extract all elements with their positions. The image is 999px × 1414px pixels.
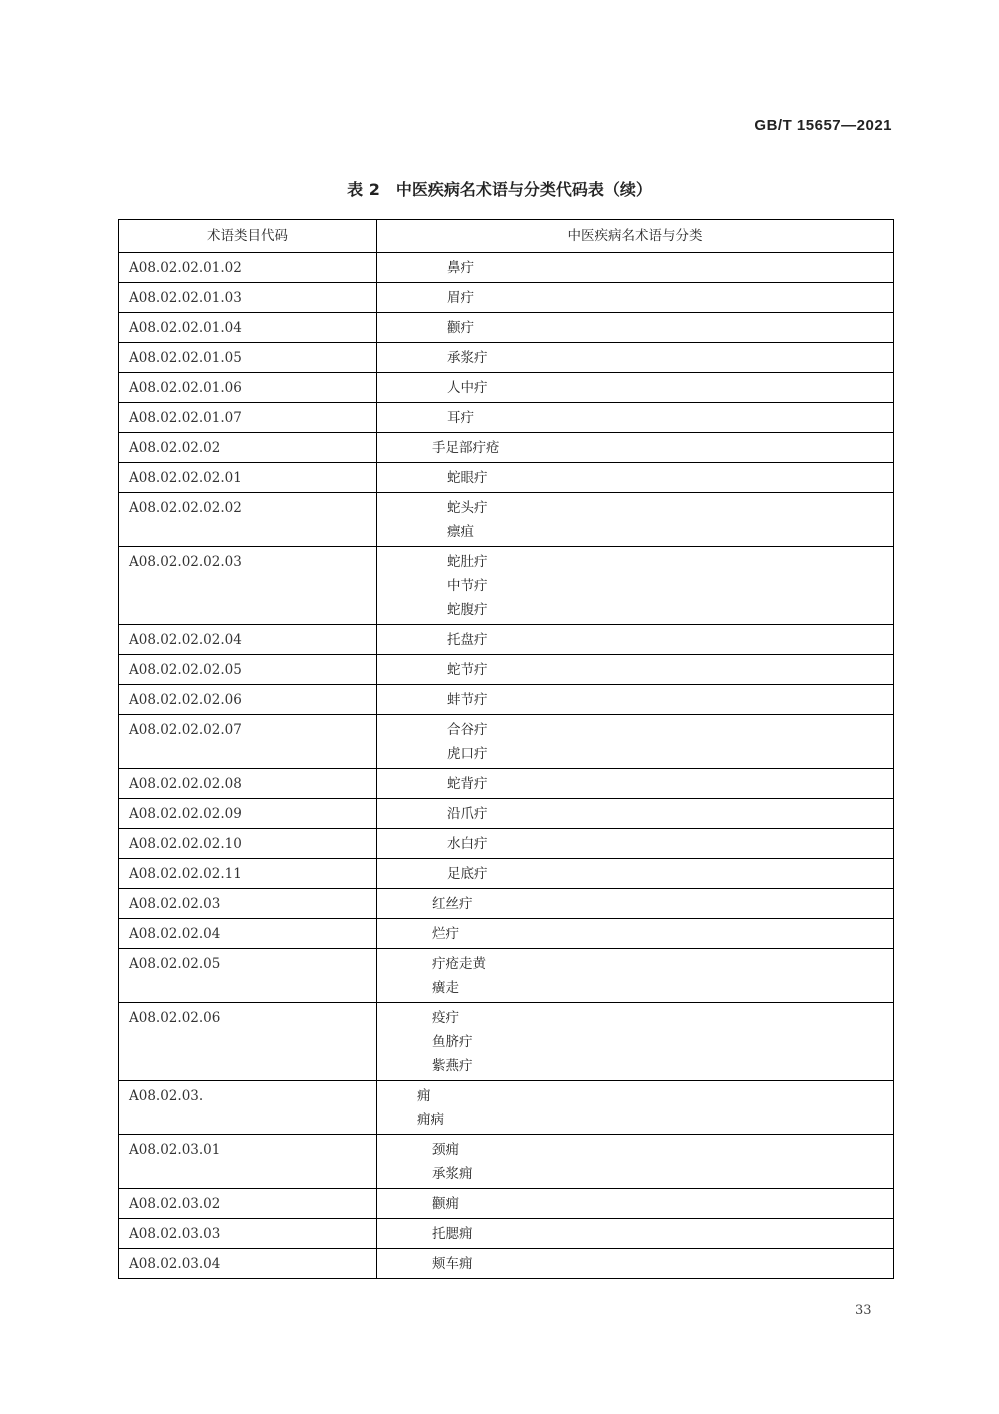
term-name: 颧疔	[447, 320, 474, 336]
term-code-cell: A08.02.02.02.04	[119, 625, 377, 655]
table-row	[119, 1003, 894, 1081]
term-name: 手足部疔疮	[432, 440, 500, 456]
table-row	[119, 1189, 894, 1219]
term-name: 颈痈	[432, 1142, 459, 1158]
term-name: 鱼脐疔	[432, 1034, 473, 1050]
term-name-cell	[377, 463, 894, 493]
term-code-cell: A08.02.02.02.11	[119, 859, 377, 889]
term-name: 眉疔	[447, 290, 474, 306]
term-name: 合谷疔	[447, 722, 488, 738]
term-name-cell	[377, 1189, 894, 1219]
table-row	[119, 949, 894, 1003]
table-row	[119, 463, 894, 493]
term-name: 蛇节疔	[447, 662, 488, 678]
term-name-cell	[377, 1135, 894, 1189]
term-name: 鼻疔	[447, 260, 474, 276]
table-row	[119, 655, 894, 685]
term-code-cell: A08.02.02.02	[119, 433, 377, 463]
term-name-cell	[377, 493, 894, 547]
table-row	[119, 685, 894, 715]
term-name: 蛇背疔	[447, 776, 488, 792]
term-name: 蛇肚疔	[447, 554, 488, 570]
term-code-cell: A08.02.02.01.03	[119, 283, 377, 313]
term-name: 蚌节疔	[447, 692, 488, 708]
term-name: 颊车痈	[432, 1256, 473, 1272]
table-row	[119, 403, 894, 433]
term-code-cell: A08.02.02.05	[119, 949, 377, 1003]
term-name-cell	[377, 1249, 894, 1279]
term-name: 中节疔	[447, 578, 488, 594]
term-code-cell: A08.02.02.02.03	[119, 547, 377, 625]
term-code-cell: A08.02.02.02.05	[119, 655, 377, 685]
term-code-cell: A08.02.02.01.07	[119, 403, 377, 433]
term-name-cell	[377, 343, 894, 373]
term-name: 水白疔	[447, 836, 488, 852]
term-name: 瘭疽	[447, 524, 474, 540]
table-row	[119, 283, 894, 313]
term-name-cell	[377, 1081, 894, 1135]
table-row	[119, 1081, 894, 1135]
term-name-cell	[377, 1003, 894, 1081]
term-name-cell	[377, 373, 894, 403]
term-name: 耳疔	[447, 410, 474, 426]
term-code-cell: A08.02.02.02.02	[119, 493, 377, 547]
table-row	[119, 493, 894, 547]
term-code-cell: A08.02.02.06	[119, 1003, 377, 1081]
term-name-cell	[377, 403, 894, 433]
table-header-row	[119, 220, 894, 253]
term-name: 疔疮走黄	[432, 956, 486, 972]
term-name-cell	[377, 715, 894, 769]
term-code-cell: A08.02.02.03	[119, 889, 377, 919]
term-name: 紫燕疔	[432, 1058, 473, 1074]
term-name-cell	[377, 949, 894, 1003]
term-name: 承浆痈	[432, 1166, 473, 1182]
term-code-cell: A08.02.02.02.07	[119, 715, 377, 769]
table-row	[119, 625, 894, 655]
term-name: 烂疔	[432, 926, 459, 942]
term-name: 足底疔	[447, 866, 488, 882]
table-row	[119, 433, 894, 463]
term-code-cell: A08.02.02.02.10	[119, 829, 377, 859]
term-name-cell	[377, 769, 894, 799]
table-row	[119, 343, 894, 373]
term-name: 蛇腹疔	[447, 602, 488, 618]
table-body	[119, 253, 894, 1279]
term-code-cell: A08.02.03.01	[119, 1135, 377, 1189]
term-code-cell: A08.02.03.03	[119, 1219, 377, 1249]
table-row	[119, 313, 894, 343]
term-code-cell: A08.02.02.02.09	[119, 799, 377, 829]
term-name-cell	[377, 283, 894, 313]
term-name: 托腮痈	[432, 1226, 473, 1242]
code-table	[118, 219, 894, 1279]
term-name-cell	[377, 685, 894, 715]
table-row	[119, 919, 894, 949]
term-name: 痈	[417, 1088, 431, 1104]
term-name: 红丝疔	[432, 896, 473, 912]
term-name-cell	[377, 889, 894, 919]
term-name: 人中疔	[447, 380, 488, 396]
term-name: 托盘疔	[447, 632, 488, 648]
standard-code: GB/T 15657—2021	[754, 117, 892, 134]
term-name: 沿爪疔	[447, 806, 488, 822]
term-name-cell	[377, 547, 894, 625]
table-row	[119, 889, 894, 919]
term-code-cell: A08.02.03.	[119, 1081, 377, 1135]
term-name-cell	[377, 859, 894, 889]
term-code-cell: A08.02.02.02.01	[119, 463, 377, 493]
table-row	[119, 769, 894, 799]
term-code-cell: A08.02.02.04	[119, 919, 377, 949]
column-header-code: 术语类目代码	[119, 220, 377, 253]
term-name-cell	[377, 253, 894, 283]
table-row	[119, 715, 894, 769]
term-code-cell: A08.02.02.01.06	[119, 373, 377, 403]
term-name: 颧痈	[432, 1196, 459, 1212]
term-name: 蛇头疔	[447, 500, 488, 516]
table-row	[119, 1219, 894, 1249]
term-name: 疫疔	[432, 1010, 459, 1026]
term-code-cell: A08.02.02.02.08	[119, 769, 377, 799]
term-name-cell	[377, 655, 894, 685]
term-code-cell: A08.02.02.01.05	[119, 343, 377, 373]
term-name-cell	[377, 433, 894, 463]
term-name-cell	[377, 625, 894, 655]
table-title: 表 2 中医疾病名术语与分类代码表（续）	[347, 180, 652, 199]
term-name-cell	[377, 1219, 894, 1249]
table-row	[119, 799, 894, 829]
table-row	[119, 1249, 894, 1279]
term-name: 癀走	[432, 980, 459, 996]
term-code-cell: A08.02.03.02	[119, 1189, 377, 1219]
term-code-cell: A08.02.02.01.04	[119, 313, 377, 343]
page-number: 33	[855, 1303, 872, 1318]
table-row	[119, 859, 894, 889]
term-name-cell	[377, 829, 894, 859]
term-name: 承浆疔	[447, 350, 488, 366]
term-name-cell	[377, 799, 894, 829]
table-row	[119, 547, 894, 625]
table-row	[119, 1135, 894, 1189]
table-row	[119, 253, 894, 283]
term-name: 痈病	[417, 1112, 444, 1128]
term-name-cell	[377, 313, 894, 343]
term-code-cell: A08.02.03.04	[119, 1249, 377, 1279]
term-code-cell: A08.02.02.01.02	[119, 253, 377, 283]
column-header-term: 中医疾病名术语与分类	[377, 220, 894, 253]
table-row	[119, 373, 894, 403]
term-code-cell: A08.02.02.02.06	[119, 685, 377, 715]
term-name: 蛇眼疔	[447, 470, 488, 486]
table-row	[119, 829, 894, 859]
term-name: 虎口疔	[447, 746, 488, 762]
term-name-cell	[377, 919, 894, 949]
